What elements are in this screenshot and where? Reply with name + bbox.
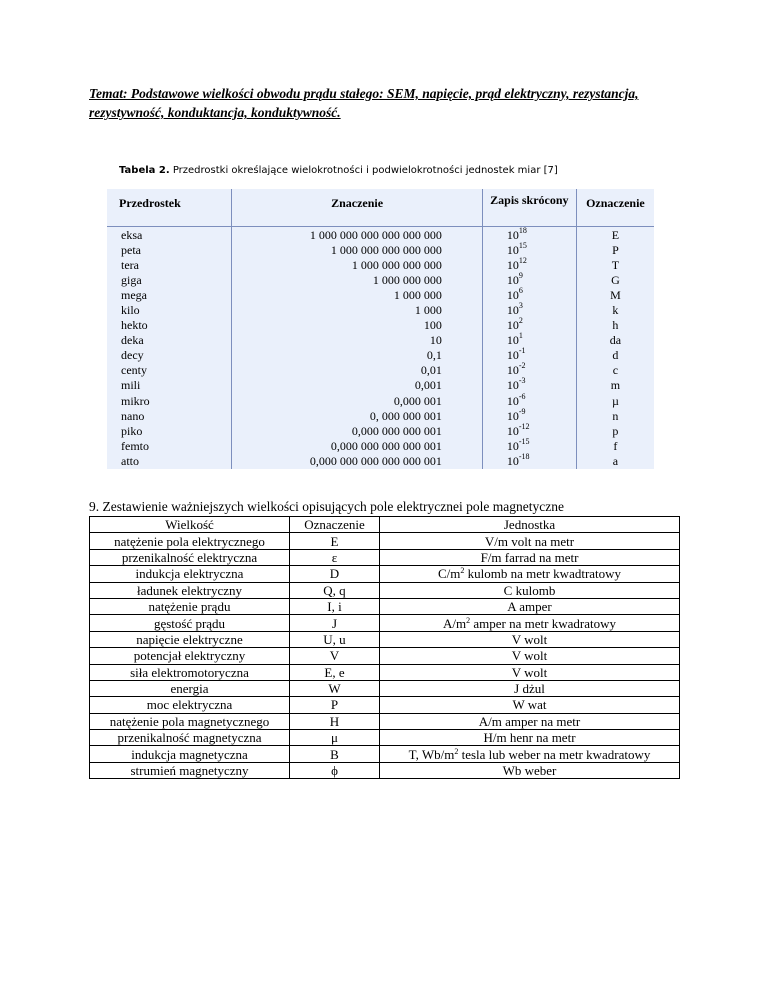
power-base: 10 [506,453,519,468]
prefix-value: 0,000 000 000 001 [232,423,483,438]
unit-text: A/m amper na metr [478,713,581,729]
prefix-power [482,348,576,363]
quantity-name: natężenie prądu [90,598,290,614]
page-topic: Temat: Podstawowe wielkości obwodu prądu stałego: SEM, napięcie, prąd elektryczny, rezystancja, rezystywność, konduktancja, konduktywność. [89,86,639,120]
unit-superscript: 2 [460,566,465,576]
quantity-name: przenikalność magnetyczna [90,730,290,746]
quantity-symbol: Q, q [290,582,380,598]
prefix-value: 0,01 [232,363,483,378]
power-exponent: 18 [518,225,527,235]
quantity-name: strumień magnetyczny [90,762,290,778]
quantity-symbol: ε [290,549,380,565]
quantity-name: natężenie pola elektrycznego [90,533,290,549]
header-designation: Oznaczenie [290,517,380,533]
prefix-value: 100 [232,318,483,333]
prefix-power [482,302,576,317]
prefix-symbol: c [576,363,654,378]
prefix-row [107,423,654,438]
prefix-value: 0,000 000 000 000 001 [232,438,483,453]
prefix-value: 0,000 001 [232,393,483,408]
table-caption-label: Tabela 2. [119,165,170,176]
prefix-symbol: T [576,257,654,272]
prefix-value: 1 000 [232,302,483,317]
power-base: 10 [506,333,519,348]
unit-text: H/m henr na metr [483,730,576,746]
quantity-symbol: B [290,746,380,762]
unit-description: tesla lub weber na metr kwadratowy [458,746,651,762]
prefix-symbol: n [576,408,654,423]
quantity-row [90,566,680,582]
quantity-name: natężenie pola magnetycznego [90,713,290,729]
prefix-value: 10 [232,333,483,348]
quantity-row [90,680,680,696]
power-exponent: -12 [518,421,530,431]
quantity-row [90,730,680,746]
quantity-symbol: I, i [290,598,380,614]
quantity-name: energia [90,680,290,696]
prefix-row [107,257,654,272]
prefix-value: 0,1 [232,348,483,363]
quantity-name: ładunek elektryczny [90,582,290,598]
prefix-power [482,453,576,468]
power-base: 10 [506,393,519,408]
prefix-value: 1 000 000 000 000 [232,257,483,272]
quantity-row [90,615,680,631]
prefix-row [107,227,654,243]
power-exponent: 3 [518,301,523,311]
prefix-row [107,378,654,393]
power-exponent: -1 [518,346,526,356]
prefix-row [107,242,654,257]
quantity-name: siła elektromotoryczna [90,664,290,680]
section-title: 9. Zestawienie ważniejszych wielkości opisujących pole elektrycznei pole magnetyczne [89,499,564,514]
prefix-name: mikro [121,393,150,408]
unit-text: A/m [443,615,467,631]
prefix-power [482,272,576,287]
unit-superscript: 2 [466,615,471,625]
power-exponent: 2 [518,316,523,326]
unit-text: V wolt [511,664,548,680]
power-base: 10 [506,348,519,363]
power-base: 10 [506,242,519,257]
prefix-value: 1 000 000 000 [232,272,483,287]
power-base: 10 [506,378,519,393]
prefix-name: deka [121,333,144,348]
prefix-symbol: h [576,318,654,333]
prefix-symbol: µ [576,393,654,408]
prefix-symbol: E [576,227,654,243]
prefix-power [482,227,576,243]
quantity-unit [380,598,680,614]
prefix-name: atto [121,453,139,468]
prefix-power [482,318,576,333]
unit-text: A amper [507,599,552,615]
prefix-row [107,363,654,378]
quantity-unit [380,730,680,746]
prefix-symbol: M [576,287,654,302]
prefix-symbol: a [576,453,654,468]
quantity-name: przenikalność elektryczna [90,549,290,565]
prefix-row [107,287,654,302]
prefix-power [482,242,576,257]
quantity-symbol: E [290,533,380,549]
prefix-power [482,378,576,393]
quantity-unit [380,746,680,762]
quantity-symbol: ϕ [290,762,380,778]
prefix-power [482,257,576,272]
unit-text: V wolt [511,648,548,664]
prefix-row [107,438,654,453]
prefix-name: giga [121,272,142,287]
unit-text: J dżul [514,681,545,697]
prefix-value: 0,001 [232,378,483,393]
quantity-row [90,598,680,614]
power-exponent: -9 [518,406,526,416]
unit-description: kulomb na metr kwadtratowy [464,566,622,582]
quantity-unit [380,664,680,680]
prefix-row [107,393,654,408]
power-base: 10 [506,272,519,287]
quantity-row [90,713,680,729]
quantity-symbol: E, e [290,664,380,680]
prefix-power [482,333,576,348]
power-base: 10 [506,227,519,242]
prefix-name: centy [121,363,147,378]
prefix-value: 1 000 000 000 000 000 [232,242,483,257]
unit-text: V/m volt na metr [484,533,575,549]
quantity-unit [380,615,680,631]
quantity-name: gęstość prądu [90,615,290,631]
quantity-row [90,664,680,680]
quantity-unit [380,533,680,549]
power-exponent: 6 [518,285,523,295]
power-exponent: -6 [518,391,526,401]
prefix-value: 1 000 000 000 000 000 000 [232,227,483,243]
quantity-symbol: P [290,697,380,713]
prefix-row [107,453,654,468]
unit-text: C/m [437,566,461,582]
table-caption-text: Przedrostki określające wielokrotności i podwielokrotności jednostek miar [7] [169,165,558,176]
prefix-table-header [107,189,654,227]
unit-text: W wat [512,697,547,713]
unit-text: C kulomb [503,582,556,598]
power-exponent: 9 [518,270,523,280]
prefix-symbol: m [576,378,654,393]
quantity-unit [380,566,680,582]
quantity-unit [380,631,680,647]
prefix-row [107,333,654,348]
prefix-row [107,318,654,333]
quantity-symbol: J [290,615,380,631]
header-quantity: Wielkość [90,517,290,533]
prefix-power [482,287,576,302]
quantity-unit [380,762,680,778]
quantity-name: indukcja elektryczna [90,566,290,582]
power-exponent: -15 [518,436,530,446]
quantity-name: potencjał elektryczny [90,648,290,664]
quantity-symbol: V [290,648,380,664]
header-unit: Jednostka [380,517,680,533]
quantity-symbol: D [290,566,380,582]
prefix-name: tera [121,257,139,272]
quantity-row [90,533,680,549]
power-base: 10 [506,408,519,423]
quantity-row [90,648,680,664]
power-exponent: -18 [518,451,530,461]
unit-text: V wolt [511,631,548,647]
unit-superscript: 2 [454,746,459,756]
prefix-value: 0, 000 000 001 [232,408,483,423]
prefix-value: 0,000 000 000 000 000 001 [232,453,483,468]
quantity-table-header [90,517,680,533]
power-base: 10 [506,287,519,302]
prefix-name: kilo [121,303,140,318]
header-prefix: Przedrostek [107,189,232,227]
prefix-name: mega [121,287,147,302]
prefix-symbol: d [576,348,654,363]
prefix-row [107,408,654,423]
prefix-name: eksa [121,227,143,242]
power-exponent: -2 [518,361,526,371]
quantity-table [89,516,680,779]
header-symbol: Oznaczenie [576,189,654,227]
quantity-row [90,582,680,598]
quantity-symbol: μ [290,730,380,746]
power-base: 10 [506,318,519,333]
power-base: 10 [506,257,519,272]
quantity-unit [380,582,680,598]
prefix-symbol: k [576,302,654,317]
prefix-value: 1 000 000 [232,287,483,302]
power-base: 10 [506,303,519,318]
prefix-name: nano [121,408,145,423]
quantity-name: indukcja magnetyczna [90,746,290,762]
power-exponent: -3 [518,376,526,386]
power-base: 10 [506,363,519,378]
power-base: 10 [506,438,519,453]
unit-text: T, Wb/m [408,746,455,762]
unit-text: Wb weber [502,763,557,779]
quantity-name: moc elektryczna [90,697,290,713]
quantity-symbol: H [290,713,380,729]
power-exponent: 1 [518,331,523,341]
quantity-name: napięcie elektryczne [90,631,290,647]
quantity-row [90,549,680,565]
prefix-name: femto [121,438,149,453]
prefix-power [482,393,576,408]
prefix-name: decy [121,348,144,363]
prefix-row [107,348,654,363]
quantity-unit [380,549,680,565]
prefix-power [482,363,576,378]
prefix-table [107,189,654,469]
power-base: 10 [506,423,519,438]
quantity-symbol: W [290,680,380,696]
header-meaning: Znaczenie [232,189,483,227]
prefix-symbol: da [576,333,654,348]
unit-text: F/m farrad na metr [480,549,579,565]
quantity-row [90,697,680,713]
quantity-row [90,762,680,778]
prefix-symbol: P [576,242,654,257]
quantity-unit [380,713,680,729]
prefix-name: mili [121,378,141,393]
prefix-symbol: p [576,423,654,438]
prefix-symbol: G [576,272,654,287]
prefix-row [107,272,654,287]
prefix-row [107,302,654,317]
power-exponent: 15 [518,240,527,250]
quantity-row [90,631,680,647]
quantity-unit [380,697,680,713]
prefix-symbol: f [576,438,654,453]
table-caption [119,165,558,176]
header-short-notation: Zapis skrócony [482,189,576,227]
prefix-name: peta [121,242,141,257]
prefix-name: piko [121,423,143,438]
prefix-name: hekto [121,318,148,333]
power-exponent: 12 [518,255,527,265]
quantity-unit [380,648,680,664]
quantity-unit [380,680,680,696]
quantity-symbol: U, u [290,631,380,647]
quantity-row [90,746,680,762]
unit-description: amper na metr kwadratowy [470,615,616,631]
